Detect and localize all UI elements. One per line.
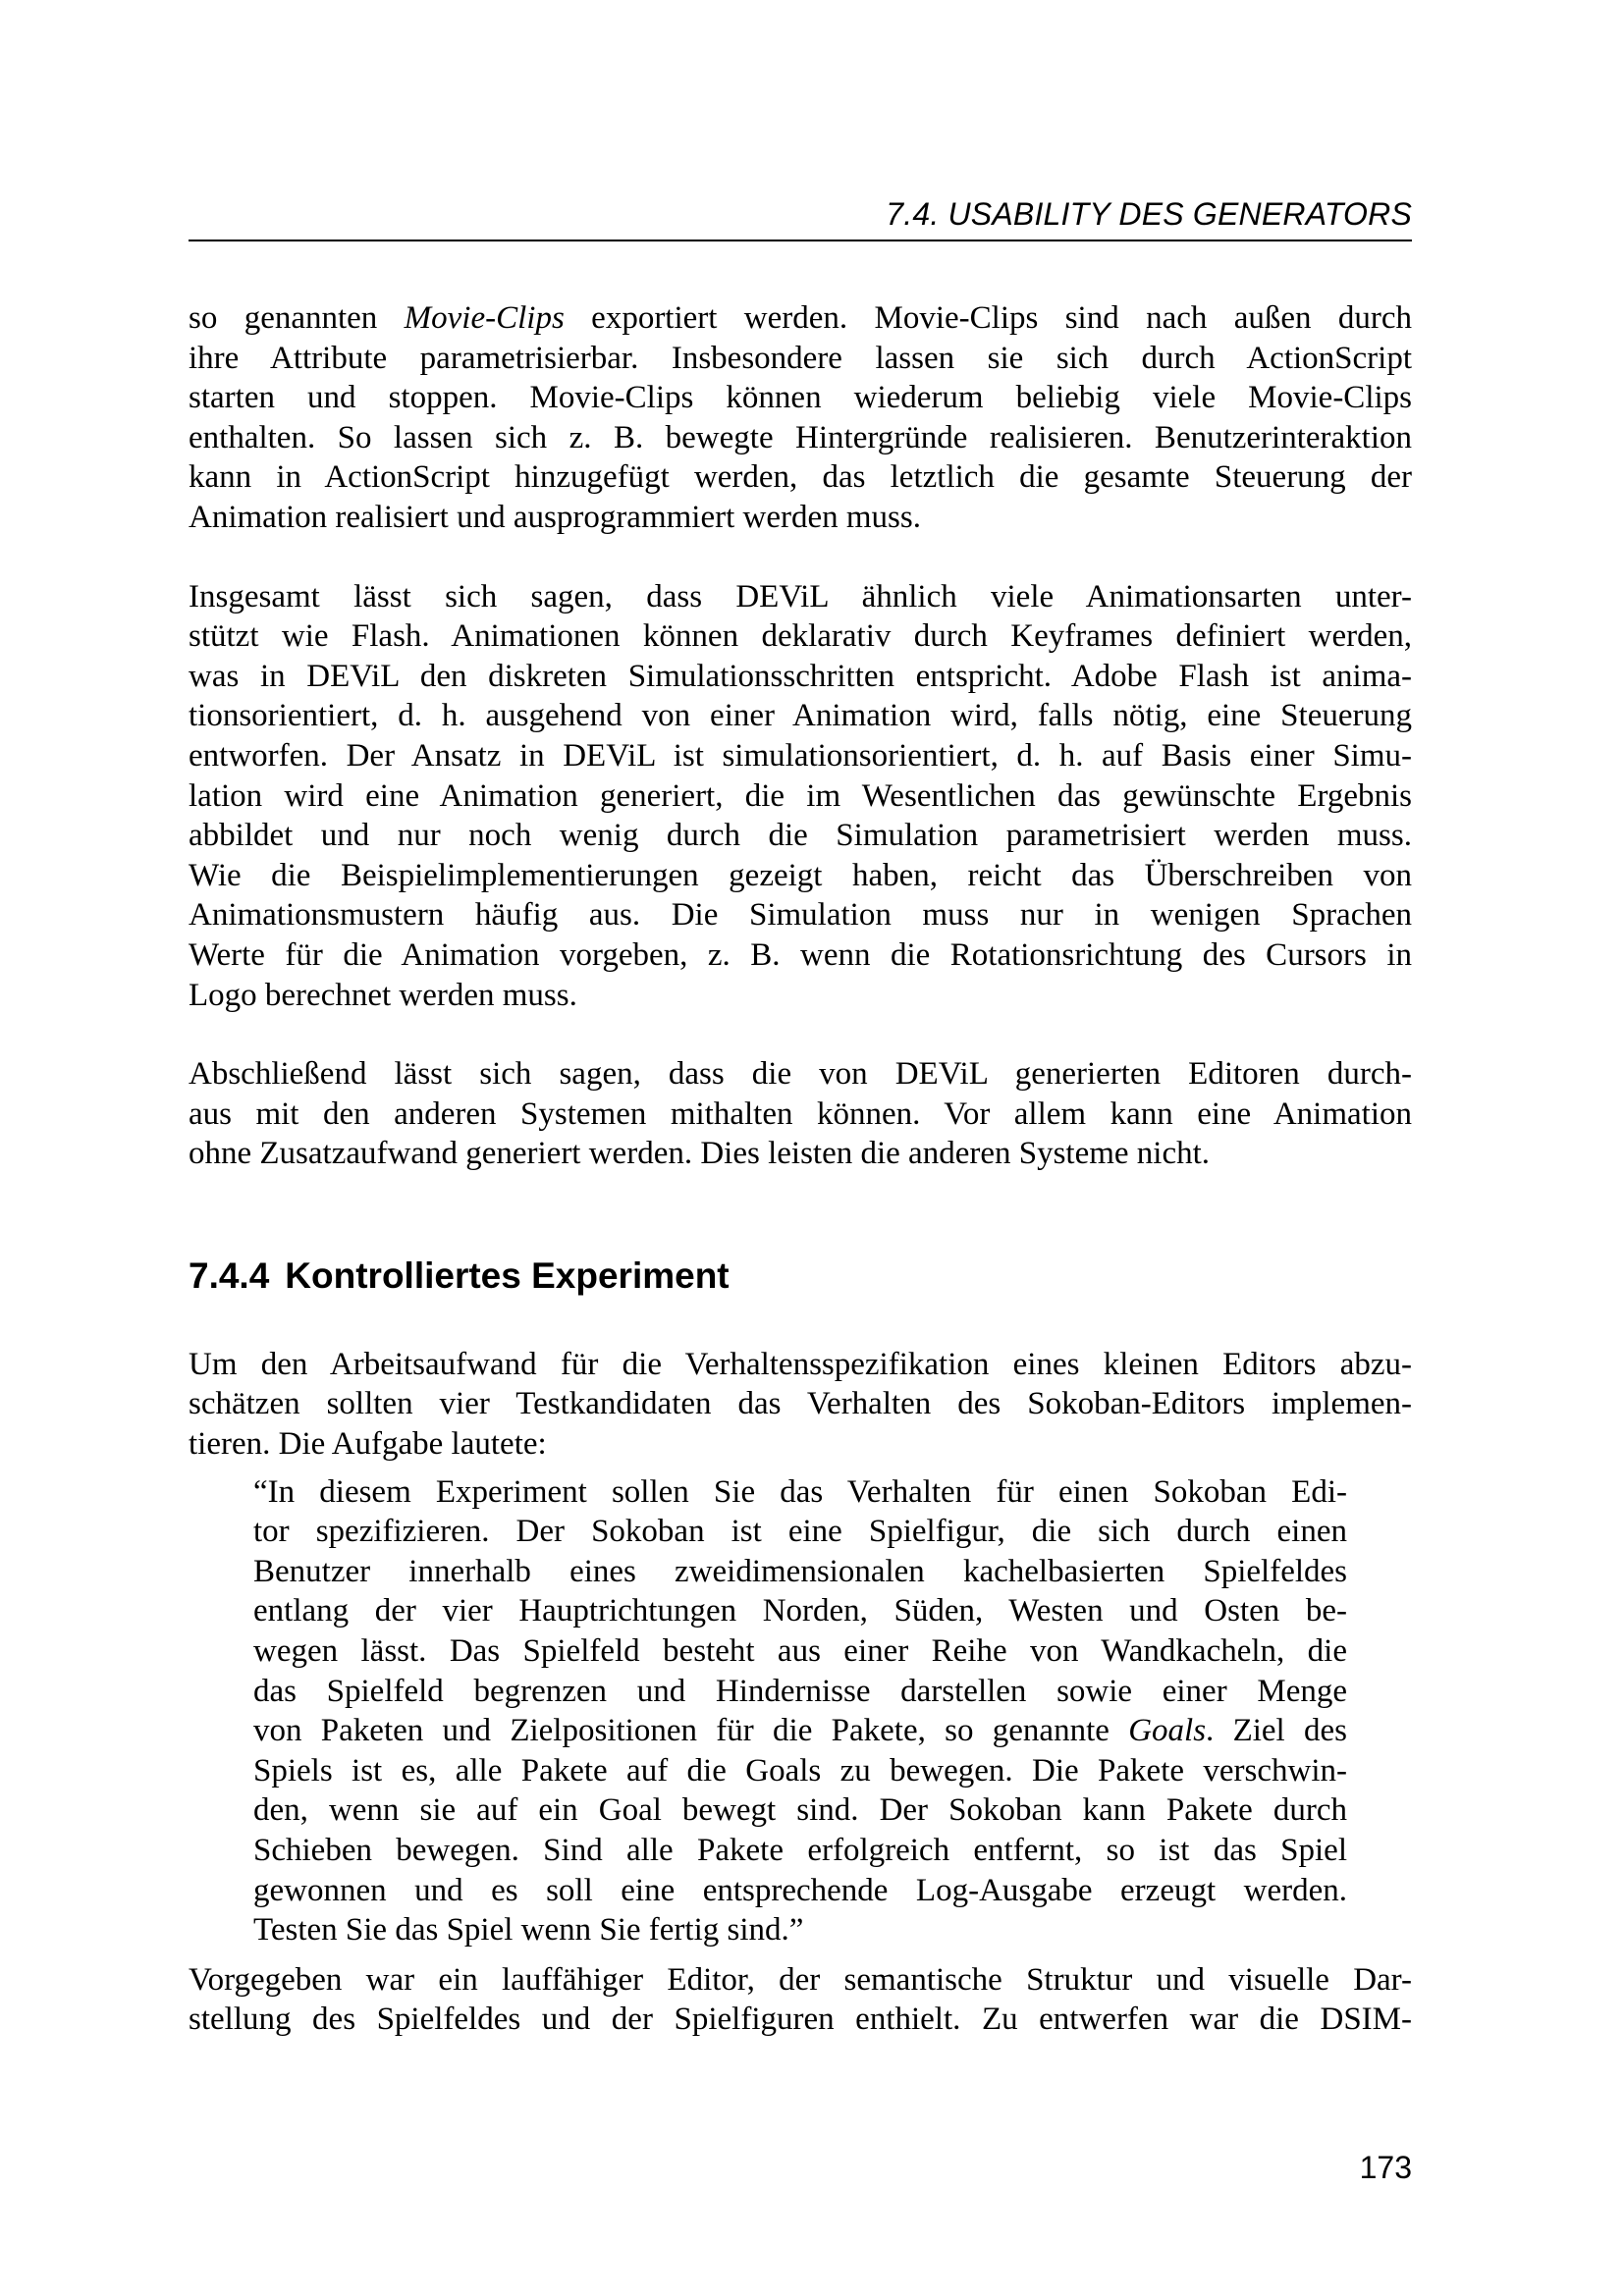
text-line: Testen Sie das Spiel wenn Sie fertig sind.”	[253, 1912, 804, 1949]
text-line: Animationsmustern häufig aus. Die Simulation muss nur in wenigen Sprachen	[189, 897, 1412, 934]
text-line: enthalten. So lassen sich z. B. bewegte Hintergründe realisieren. Benutzerinteraktion	[189, 419, 1412, 455]
text-line: ohne Zusatzaufwand generiert werden. Dies leisten die anderen Systeme nicht.	[189, 1136, 1211, 1172]
paragraph	[189, 577, 1412, 1016]
paragraph	[189, 1054, 1412, 1174]
text-line: tor spezifizieren. Der Sokoban ist eine Spielfigur, die sich durch einen	[253, 1514, 1347, 1550]
running-header: 7.4. USABILITY DES GENERATORS	[886, 196, 1412, 232]
emphasis: Movie-Clips	[404, 300, 565, 336]
text-line: tieren. Die Aufgabe lautete:	[189, 1426, 547, 1463]
paragraph	[189, 1960, 1412, 2040]
text-line: den, wenn sie auf ein Goal bewegt sind. Der Sokoban kann Pakete durch	[253, 1792, 1347, 1829]
text-line: Animation realisiert und ausprogrammiert werden muss.	[189, 499, 921, 535]
text-line: Werte für die Animation vorgeben, z. B. wenn die Rotationsrichtung des Cursors in	[189, 936, 1412, 973]
text-line: aus mit den anderen Systemen mithalten können. Vor allem kann eine Animation	[189, 1095, 1412, 1132]
text-line: Abschließend lässt sich sagen, dass die von DEViL generierten Editoren durch-	[189, 1056, 1412, 1093]
text-line: schätzen sollten vier Testkandidaten das Verhalten des Sokoban-Editors implemen-	[189, 1386, 1412, 1422]
section-heading	[189, 1255, 1412, 1298]
text-line: kann in ActionScript hinzugefügt werden, das letztlich die gesamte Steuerung der	[189, 459, 1412, 496]
page-body	[189, 298, 1412, 2040]
text-line: Benutzer innerhalb eines zweidimensionalen kachelbasierten Spielfeldes	[253, 1553, 1347, 1589]
text-line: Logo berechnet werden muss.	[189, 977, 577, 1013]
section-title: Kontrolliertes Experiment	[285, 1255, 730, 1296]
text-line: ihre Attribute parametrisierbar. Insbesondere lassen sie sich durch ActionScript	[189, 340, 1412, 376]
text-line: lation wird eine Animation generiert, die im Wesentlichen das gewünschte Ergebnis	[189, 777, 1412, 814]
text-line: starten und stoppen. Movie-Clips können wiederum beliebig viele Movie-Clips	[189, 380, 1412, 416]
page-number: 173	[1359, 2150, 1412, 2185]
emphasis: Goals	[1128, 1713, 1207, 1749]
paragraph	[189, 298, 1412, 538]
section-number: 7.4.4	[189, 1255, 270, 1296]
text-line: tionsorientiert, d. h. ausgehend von einer Animation wird, falls nötig, eine Steuerung	[189, 698, 1412, 734]
header-rule	[189, 240, 1412, 241]
text-line: stellung des Spielfeldes und der Spielfiguren enthielt. Zu entwerfen war die DSIM-	[189, 2002, 1412, 2038]
text-line: stützt wie Flash. Animationen können deklarativ durch Keyframes definiert werden,	[189, 618, 1412, 655]
text-line: wegen lässt. Das Spielfeld besteht aus einer Reihe von Wandkacheln, die	[253, 1633, 1347, 1670]
text-line: abbildet und nur noch wenig durch die Simulation parametrisiert werden muss.	[189, 818, 1412, 854]
text-line: entlang der vier Hauptrichtungen Norden, Süden, Westen und Osten be-	[253, 1593, 1347, 1629]
text-line: Wie die Beispielimplementierungen gezeigt haben, reicht das Überschreiben von	[189, 857, 1412, 893]
text-line: “In diesem Experiment sollen Sie das Verhalten für einen Sokoban Edi-	[253, 1473, 1347, 1510]
text-line: Spiels ist es, alle Pakete auf die Goals zu bewegen. Die Pakete verschwin-	[253, 1752, 1347, 1789]
text-line: von Paketen und Zielpositionen für die Pakete, so genannte Goals. Ziel des	[253, 1713, 1347, 1749]
text-line: was in DEViL den diskreten Simulationsschritten entspricht. Adobe Flash ist anima-	[189, 658, 1412, 694]
text-line: Insgesamt lässt sich sagen, dass DEViL ähnlich viele Animationsarten unter-	[189, 578, 1412, 614]
text-line: Um den Arbeitsaufwand für die Verhaltensspezifikation eines kleinen Editors abzu-	[189, 1346, 1412, 1382]
text-line: das Spielfeld begrenzen und Hindernisse darstellen sowie einer Menge	[253, 1673, 1347, 1709]
block-quote	[253, 1472, 1347, 1950]
text-line: entworfen. Der Ansatz in DEViL ist simulationsorientiert, d. h. auf Basis einer Simu-	[189, 737, 1412, 774]
paragraph	[189, 1345, 1412, 1465]
text-line: so genannten Movie-Clips exportiert werden. Movie-Clips sind nach außen durch	[189, 300, 1413, 336]
text-line: gewonnen und es soll eine entsprechende Log-Ausgabe erzeugt werden.	[253, 1872, 1347, 1908]
text-line: Vorgegeben war ein lauffähiger Editor, der semantische Struktur und visuelle Dar-	[189, 1961, 1412, 1998]
text-line: Schieben bewegen. Sind alle Pakete erfolgreich entfernt, so ist das Spiel	[253, 1833, 1347, 1868]
